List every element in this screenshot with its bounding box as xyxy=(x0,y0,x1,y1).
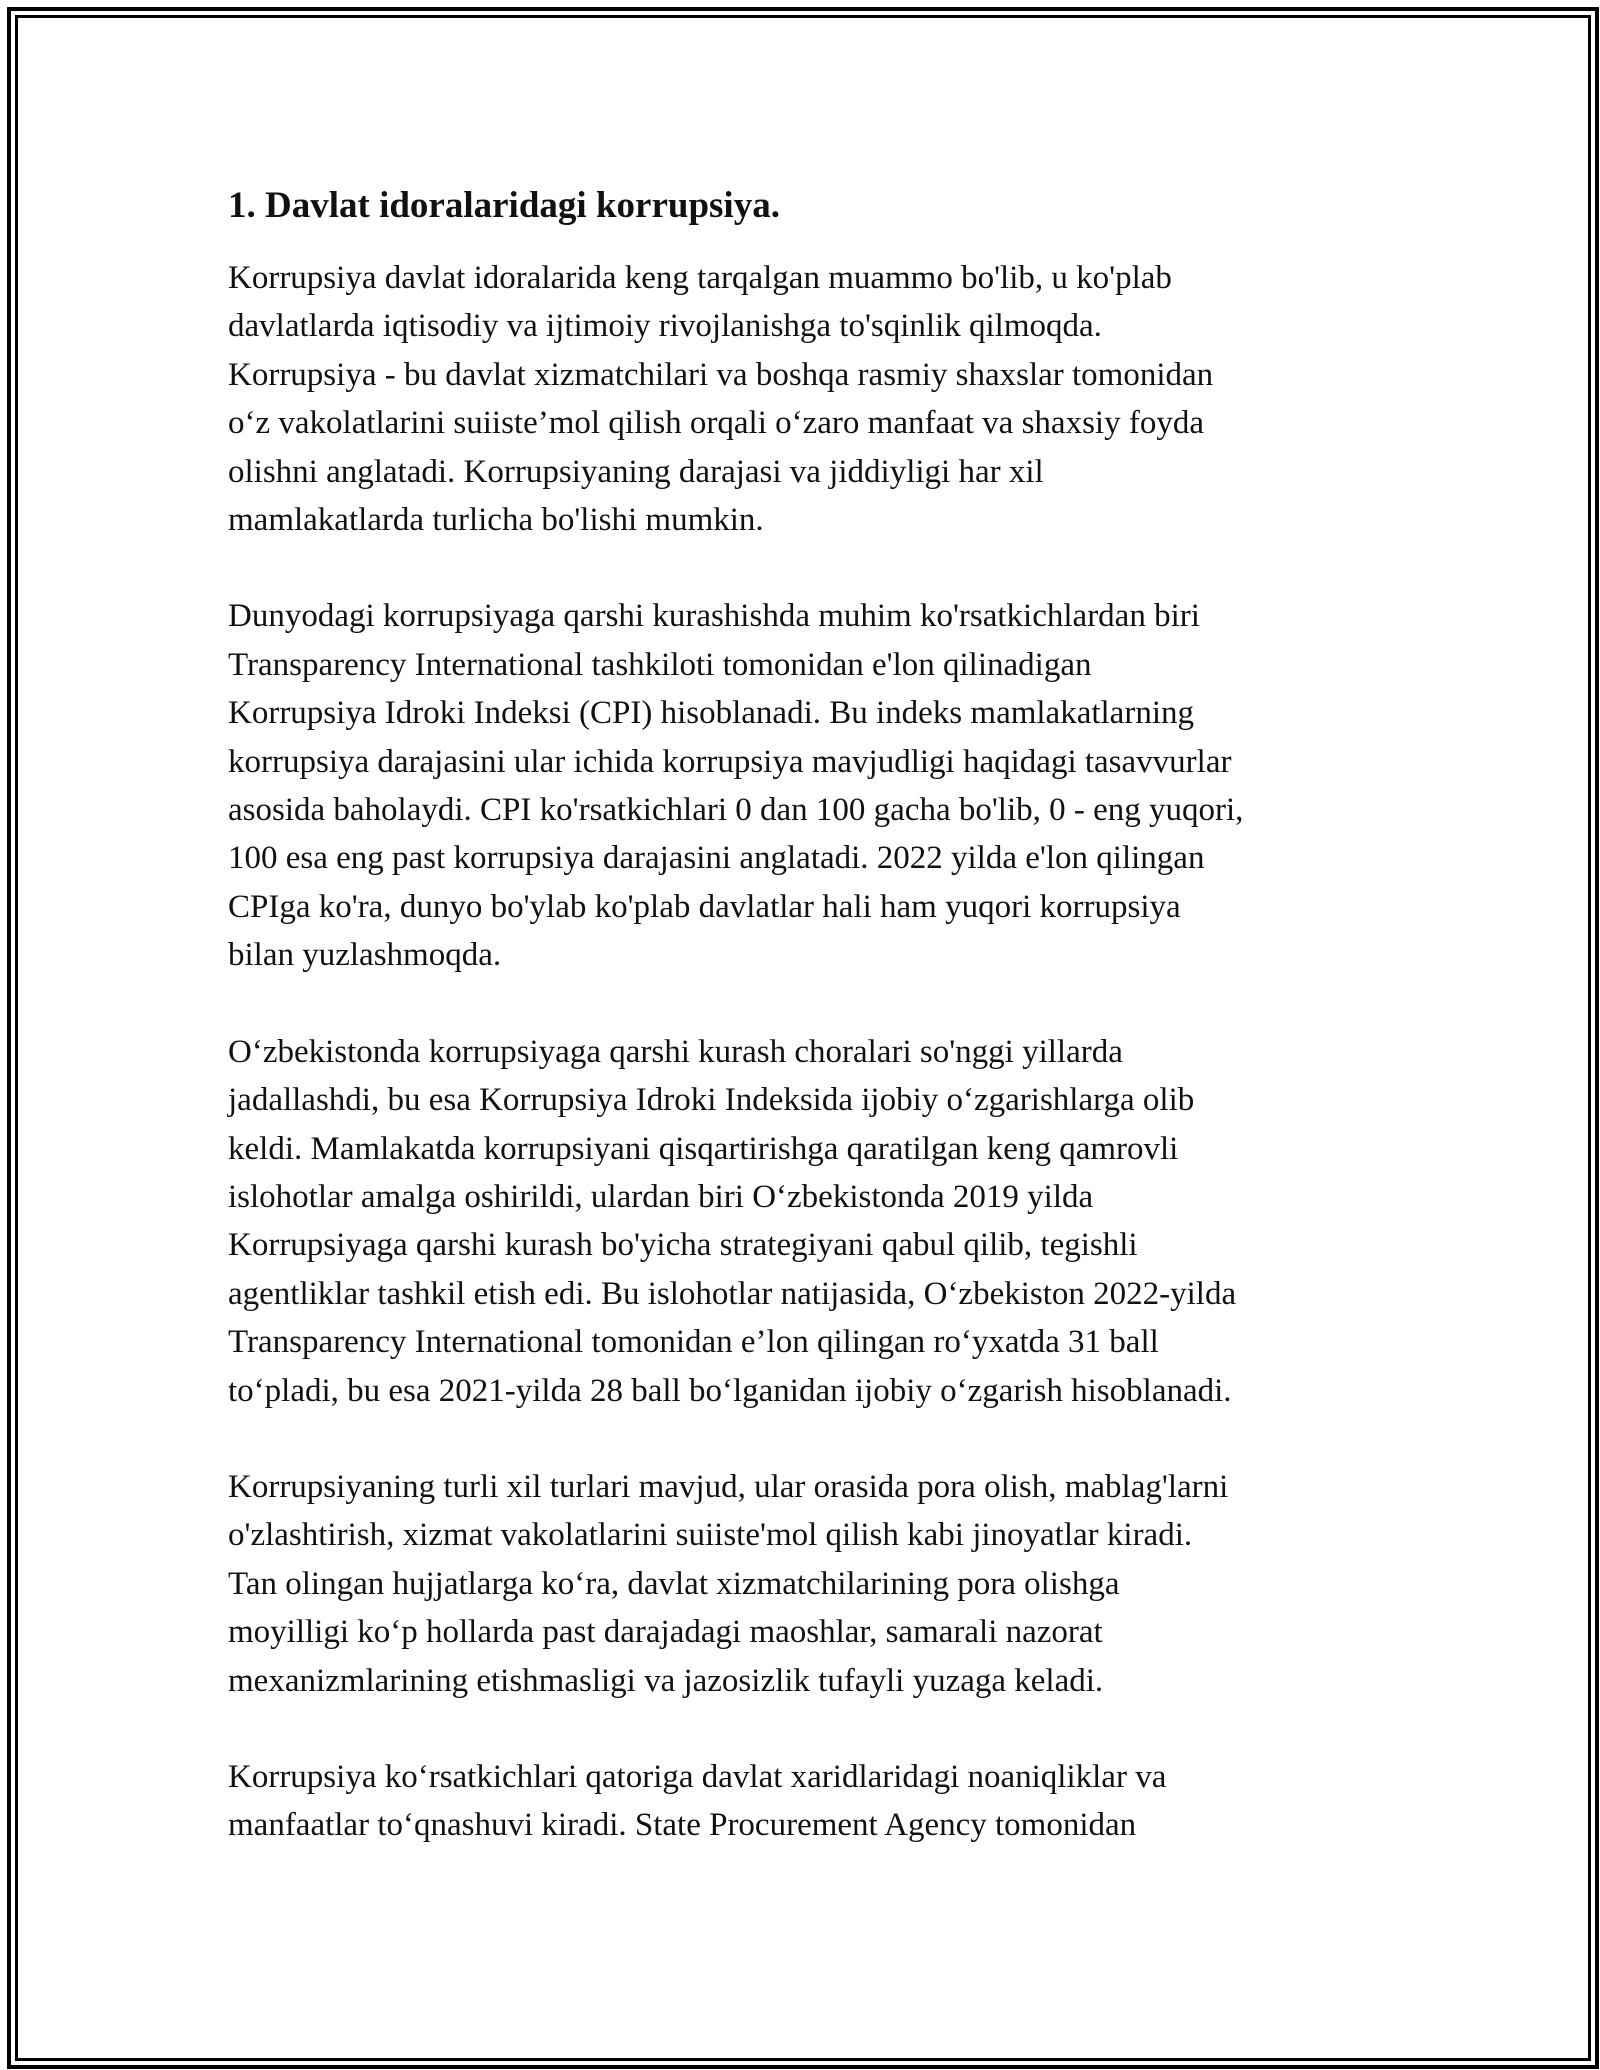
paragraph-line: islohotlar amalga oshirildi, ulardan biri O‘zbekistonda 2019 yilda xyxy=(228,1178,1094,1215)
paragraph-line: olishni anglatadi. Korrupsiyaning darajasi va jiddiyligi har xil xyxy=(228,453,1044,490)
paragraph-line: o'zlashtirish, xizmat vakolatlarini suiiste'mol qilish kabi jinoyatlar kiradi. xyxy=(228,1517,1193,1554)
paragraph-4 xyxy=(228,1463,1398,1705)
paragraph-line: O‘zbekistonda korrupsiyaga qarshi kurash choralari so'nggi yillarda xyxy=(228,1033,1123,1070)
paragraph-line: korrupsiya darajasini ular ichida korrupsiya mavjudligi haqidagi tasavvurlar xyxy=(228,743,1232,780)
section-heading: 1. Davlat idoralaridagi korrupsiya. xyxy=(228,185,780,226)
paragraph-line: agentliklar tashkil etish edi. Bu islohotlar natijasida, O‘zbekiston 2022-yilda xyxy=(228,1275,1237,1312)
paragraph-line: asosida baholaydi. CPI ko'rsatkichlari 0 dan 100 gacha bo'lib, 0 - eng yuqori, xyxy=(228,792,1244,829)
paragraph-line: Korrupsiyaga qarshi kurash bo'yicha strategiyani qabul qilib, tegishli xyxy=(228,1227,1138,1264)
paragraph-3 xyxy=(228,1028,1398,1415)
paragraph-line: CPIga ko'ra, dunyo bo'ylab ko'plab davlatlar hali ham yuqori korrupsiya xyxy=(228,888,1181,925)
document-body xyxy=(228,182,1398,1898)
paragraph-line: o‘z vakolatlarini suiiste’mol qilish orqali o‘zaro manfaat va shaxsiy foyda xyxy=(228,405,1204,442)
paragraph-line: Korrupsiya davlat idoralarida keng tarqalgan muammo bo'lib, u ko'plab xyxy=(228,260,1172,296)
paragraph-line: mexanizmlarining etishmasligi va jazosizlik tufayli yuzaga keladi. xyxy=(228,1662,1104,1699)
paragraph-line: Transparency International tomonidan e’lon qilingan ro‘yxatda 31 ball xyxy=(228,1324,1159,1361)
paragraph-line: Transparency International tashkiloti tomonidan e'lon qilinadigan xyxy=(228,646,1092,683)
paragraph-line: manfaatlar to‘qnashuvi kiradi. State Procurement Agency tomonidan xyxy=(228,1807,1137,1844)
paragraph-line: Tan olingan hujjatlarga ko‘ra, davlat xizmatchilarining pora olishga xyxy=(228,1565,1120,1602)
paragraph-line: moyilligi ko‘p hollarda past darajadagi maoshlar, samarali nazorat xyxy=(228,1614,1103,1651)
paragraph-line: keldi. Mamlakatda korrupsiyani qisqartirishga qaratilgan keng qamrovli xyxy=(228,1130,1179,1167)
paragraph-line: Korrupsiya ko‘rsatkichlari qatoriga davlat xaridlaridagi noaniqliklar va xyxy=(228,1758,1167,1795)
paragraph-line: 100 esa eng past korrupsiya darajasini anglatadi. 2022 yilda e'lon qilingan xyxy=(228,840,1205,877)
paragraph-5 xyxy=(228,1753,1398,1850)
paragraph-1 xyxy=(228,254,1398,544)
paragraph-line: bilan yuzlashmoqda. xyxy=(228,937,502,974)
paragraph-line: Korrupsiya - bu davlat xizmatchilari va boshqa rasmiy shaxslar tomonidan xyxy=(228,356,1214,393)
paragraph-line: to‘pladi, bu esa 2021-yilda 28 ball bo‘lganidan ijobiy o‘zgarish hisoblanadi. xyxy=(228,1372,1232,1409)
paragraph-line: Korrupsiya Idroki Indeksi (CPI) hisoblanadi. Bu indeks mamlakatlarning xyxy=(228,695,1194,732)
paragraph-line: mamlakatlarda turlicha bo'lishi mumkin. xyxy=(228,502,764,539)
paragraph-line: jadallashdi, bu esa Korrupsiya Idroki Indeksida ijobiy o‘zgarishlarga olib xyxy=(228,1082,1195,1119)
paragraph-2 xyxy=(228,592,1398,979)
paragraph-line: Dunyodagi korrupsiyaga qarshi kurashishda muhim ko'rsatkichlardan biri xyxy=(228,598,1200,635)
paragraph-line: Korrupsiyaning turli xil turlari mavjud, ular orasida pora olish, mablag'larni xyxy=(228,1468,1229,1505)
paragraph-line: davlatlarda iqtisodiy va ijtimoiy rivojlanishga to'sqinlik qilmoqda. xyxy=(228,308,1102,345)
